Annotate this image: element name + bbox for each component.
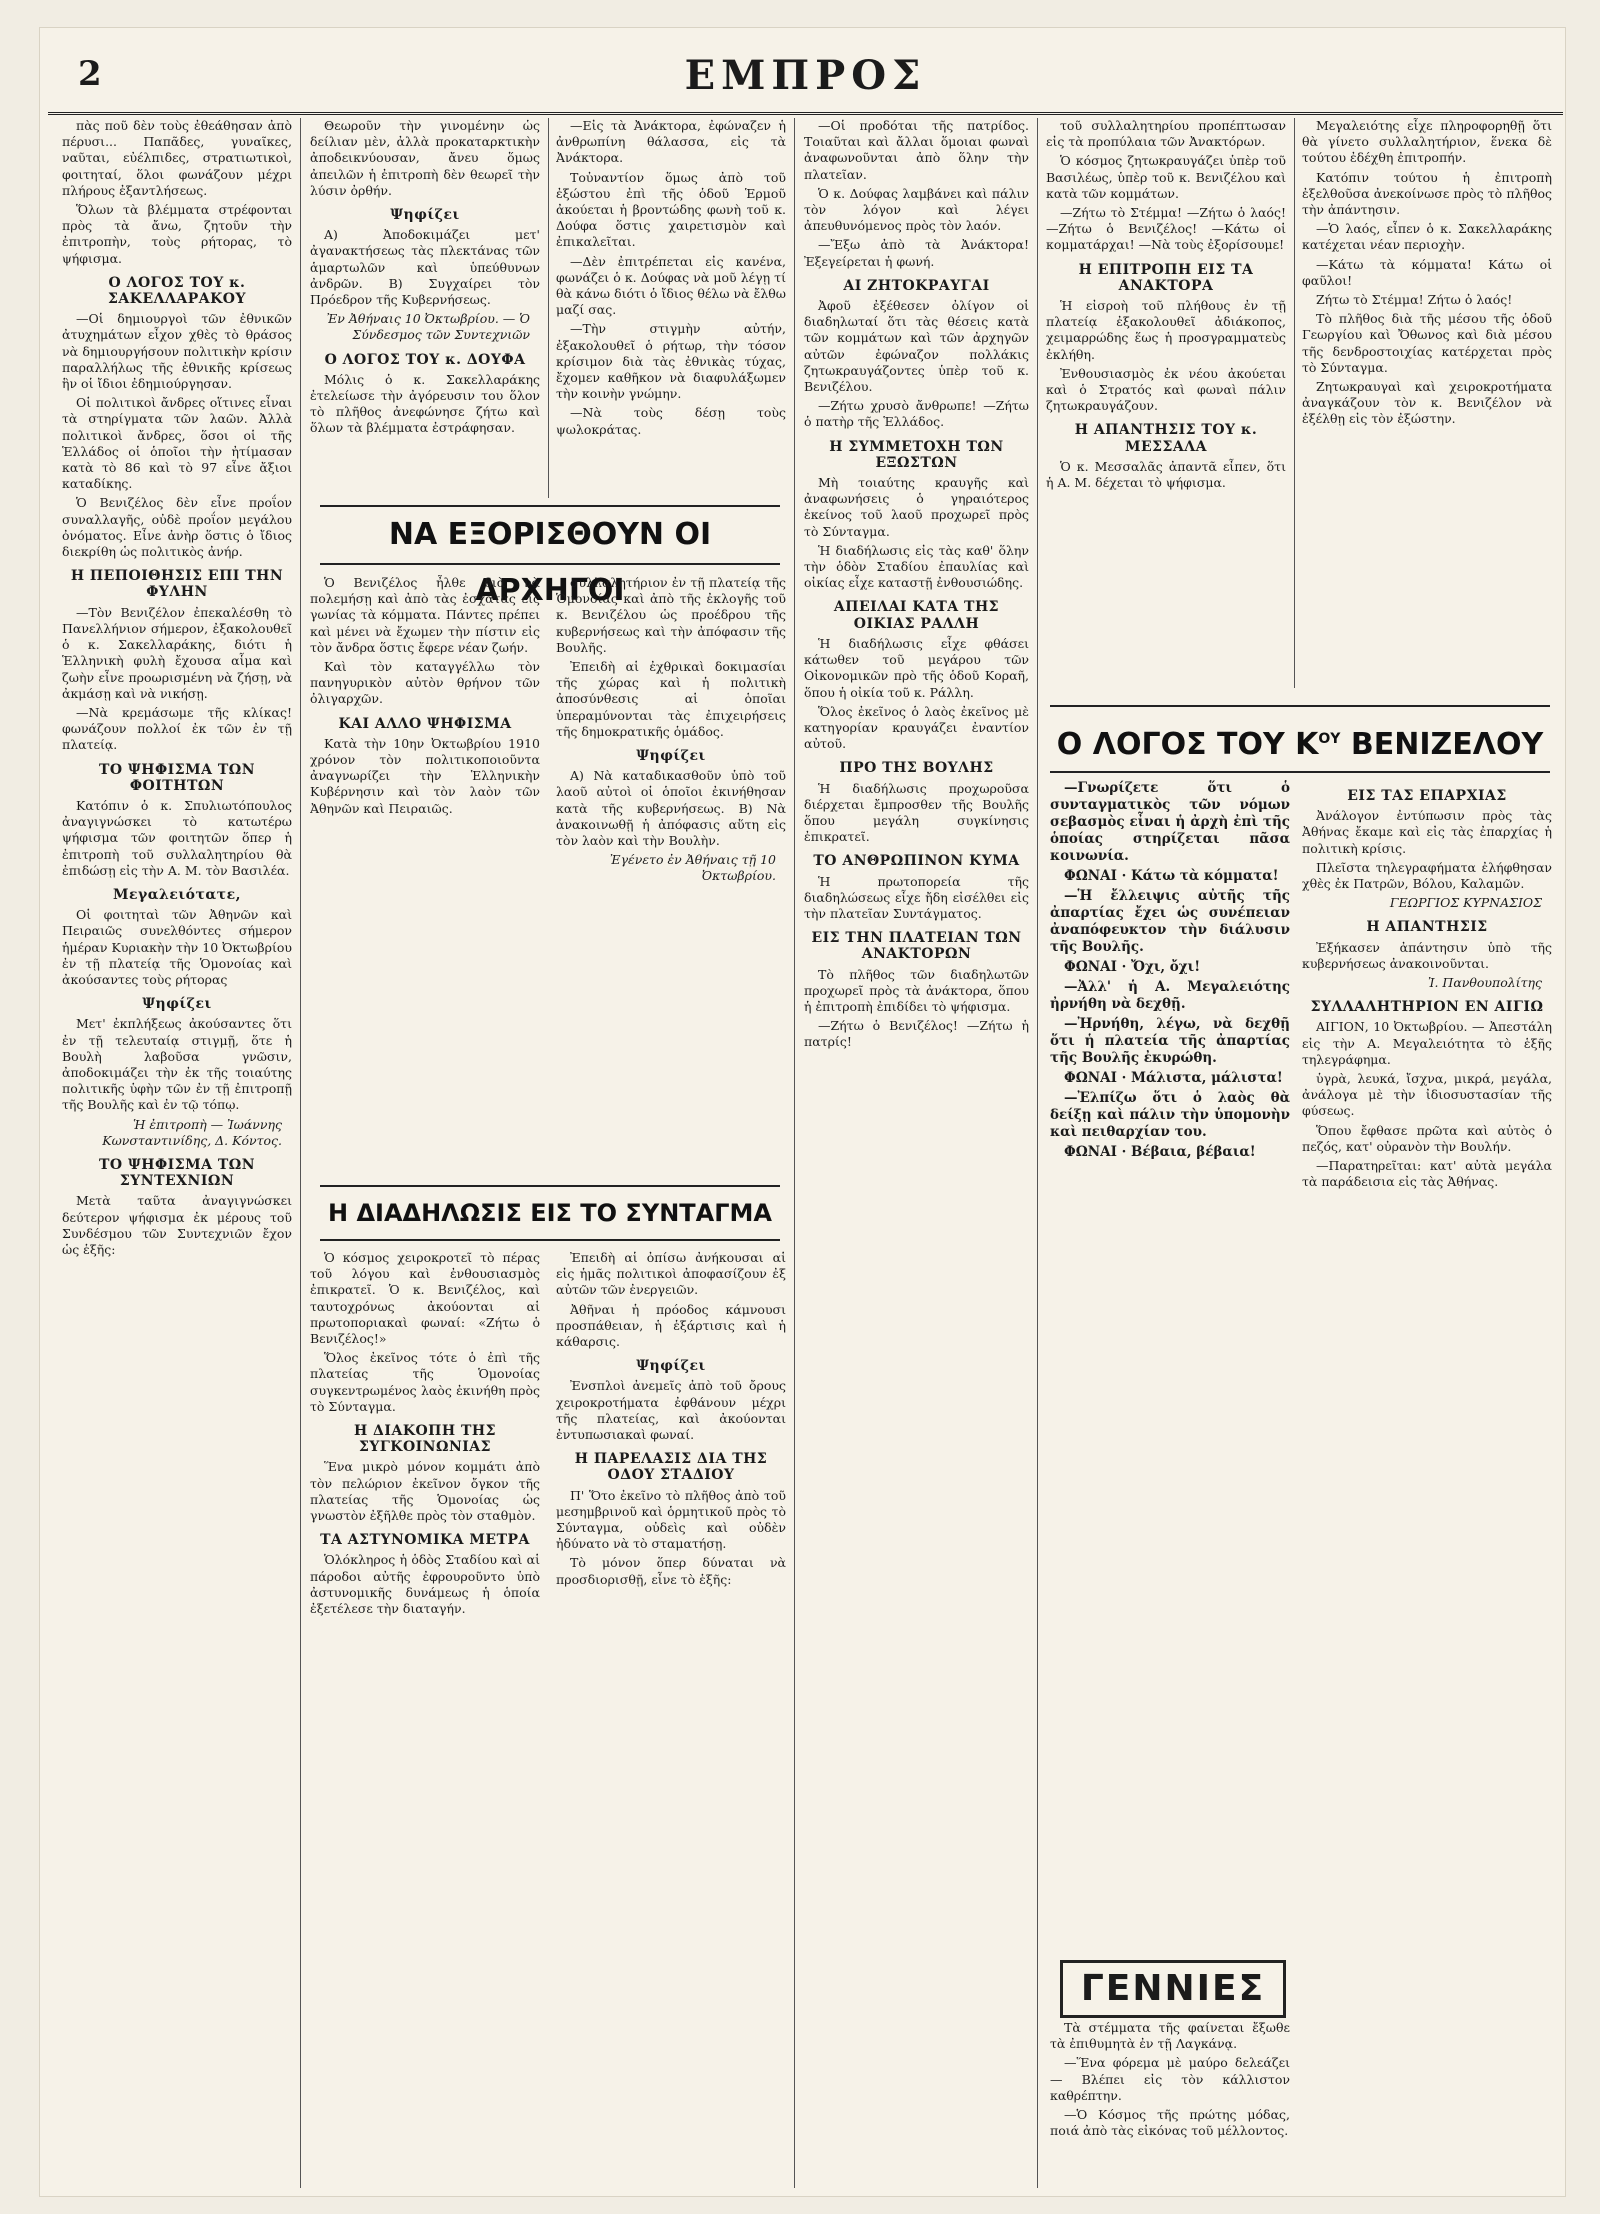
paragraph: ΦΩΝΑΙ · Ὄχι, ὄχι! [1064, 959, 1201, 975]
paragraph: ΦΩΝΑΙ · Βέβαια, βέβαια! [1064, 1144, 1256, 1160]
paragraph: —Ἀλλ' ἡ Α. Μεγαλειότης ἠρνήθη νὰ δεχθῇ. [1050, 979, 1290, 1012]
signature: ΓΕΩΡΓΙΟΣ ΚΥΡΝΑΣΙΟΣ [1389, 895, 1542, 911]
paragraph: Ὁλόκληρος ἡ ὁδὸς Σταδίου καὶ αἱ πάροδοι αὐτῆς ἐφρουροῦντο ὑπὸ ἀστυνομικῆς δυνάμεως ἡ ὁποία ἐξετέλεσε τὴν διαταγήν. [310, 1552, 540, 1617]
masthead [48, 46, 1563, 115]
section-heading: Η ΠΑΡΕΛΑΣΙΣ ΔΙΑ ΤΗΣ ΟΔΟΥ ΣΤΑΔΙΟΥ [574, 1451, 768, 1484]
headline-superscript: ΟΥ [1318, 731, 1341, 747]
section-heading: Η ΕΠΙΤΡΟΠΗ ΕΙΣ ΤΑ ΑΝΑΚΤΟΡΑ [1078, 261, 1254, 294]
paragraph: —Τὴν στιγμὴν αὐτήν, ἐξακολουθεῖ ὁ ρήτωρ, τὴν τόσον κρίσιμον διὰ τὰς ἐθνικὰς τύχας, ἔχομεν καθῆκον νὰ διαφυλάξωμεν τὴν κοινὴν γνώμην. [556, 321, 786, 402]
paragraph: —Οἱ προδόται τῆς πατρίδος. Τοιαῦται καὶ ἄλλαι ὅμοιαι φωναὶ ἀναφωνοῦνται ἀπὸ ὅλην τὴν πλατεῖαν. [804, 118, 1029, 182]
paragraph: —Ὁ λαός, εἶπεν ὁ κ. Σακελλαράκης κατέχεται νέαν περιοχὴν. [1302, 221, 1552, 253]
column-4 [804, 118, 1029, 2188]
paragraph: Τὸ πλῆθος διὰ τῆς μέσου τῆς ὁδοῦ Γεωργίου καὶ Ὄθωνος καὶ διὰ μέσου τῆς δενδροστοιχίας κατέρχεται πρὸς τὸ Σύνταγμα. [1302, 311, 1552, 375]
paragraph: —Ἔξω ἀπὸ τὰ Ἀνάκτορα! Ἐξεγείρεται ἡ φωνή. [804, 237, 1029, 269]
column-2-mid [310, 575, 540, 1175]
paragraph: Μετ' ἐκπλήξεως ἀκούσαντες ὅτι ἐν τῇ τελευταίᾳ στιγμῇ, ὅτε ἡ Βουλὴ λαβοῦσα γνῶσιν, ἀποδοκιμάζει τὴν ἐκ τῆς τοιαύτης πολιτικῆς ὑφὴν τῶν ἐν τῇ ἐπιτροπῇ τῆς Βουλῆς καὶ ἐν τῷ τόπῳ. [62, 1016, 292, 1113]
gennies-heading: ΓΕΝΝΙΕΣ [1060, 1960, 1286, 2018]
column-3-top [556, 118, 786, 498]
paragraph: Ὁ κόσμος χειροκροτεῖ τὸ πέρας τοῦ λόγου καὶ ἐνθουσιασμὸς ἐπικρατεῖ. Ὁ κ. Βενιζέλος, καὶ ταυτοχρόνως ἀκούονται αἱ πρωτοποριακαὶ φωναί: «Ζήτω ὁ Βενιζέλος!» [310, 1250, 540, 1347]
headline-venizelos-speech-tail: ΒΕΝΙΖΕΛΟΥ [1340, 727, 1544, 762]
paragraph: —Δὲν ἐπιτρέπεται εἰς κανένα, φωνάζει ὁ κ. Δούφας νὰ μοῦ λέγῃ τί θὰ κάνω διότι ὁ ἴδιος θέλω νὰ ἔλθω μαζί σας. [556, 253, 786, 318]
section-heading: Η ΑΠΑΝΤΗΣΙΣ [1366, 919, 1488, 936]
section-heading: Η ΔΙΑΚΟΠΗ ΤΗΣ ΣΥΓΚΟΙΝΩΝΙΑΣ [353, 1423, 497, 1456]
paragraph: Ὁ Βενιζέλος δὲν εἶνε προΐον συναλλαγῆς, οὐδὲ προΐον μεγάλου ὀνόματος. Εἶνε ἀνὴρ ὅστις ὁ ἴδιος διεκρίθη ὡς πολιτικὸς ἀνήρ. [62, 495, 292, 560]
paragraph: —Νὰ τοὺς δέσῃ τοὺς ψωλοκράτας. [556, 405, 786, 437]
signature: Ἰ. Πανθουπολίτης [1427, 975, 1542, 991]
paragraph: Οἱ φοιτηταὶ τῶν Ἀθηνῶν καὶ Πειραιῶς συνελθόντες σήμερον ἡμέραν Κυριακὴν τὴν 10 Ὀκτωβρίου ἐν τῇ πλατείᾳ τῆς Ὁμονοίας καὶ ἀκούσαντες τοὺς ρήτορας [62, 907, 292, 987]
section-heading: ΤΟ ΨΗΦΙΣΜΑ ΤΩΝ ΦΟΙΤΗΤΩΝ [98, 761, 256, 794]
column-3-bottom [556, 1250, 786, 2185]
paragraph: Ἡ διαδήλωσις εἶχε φθάσει κάτωθεν τοῦ μεγάρου τῶν Οἰκονομικῶν πρὸ τῆς ὁδοῦ Κοραῆ, ὅπου ἡ οἰκία τοῦ κ. Ράλλη. [804, 635, 1029, 700]
paragraph: —Οἱ δημιουργοὶ τῶν ἐθνικῶν ἀτυχημάτων εἶχον χθὲς τὸ θράσος νὰ δημιουργήσουν πολιτικὴν κρίσιν παραλλήλως τῆς ἐθνικῆς κρίσεως ἣν οἱ ἴδιοι ἐδημιούργησαν. [62, 311, 292, 392]
section-heading: Ο ΛΟΓΟΣ ΤΟΥ κ. ΣΑΚΕΛΛΑΡΑΚΟΥ [108, 274, 246, 308]
paragraph: —Ζήτω χρυσὸ ἄνθρωπε! —Ζήτω ὁ πατὴρ τῆς Ἑλλάδος. [804, 398, 1029, 430]
headline-venizelos-speech-part: Ο ΛΟΓΟΣ ΤΟΥ Κ [1056, 727, 1319, 762]
subheading: Μεγαλειότατε, [113, 886, 241, 903]
paragraph: συλλαλητήριον ἐν τῇ πλατείᾳ τῆς Ὁμονοίας καὶ ἀπὸ τῆς ἐκλογῆς τοῦ κ. Βενιζέλου ὡς προέδρου τῆς κυβερνήσεως καὶ τὴν ἀπόφασιν τῆς Βουλῆς. [556, 575, 786, 655]
paragraph: Ἀθῆναι ἡ πρόοδος κάμνουσι προσπάθειαν, ἡ ἑξάρτισις καὶ ἡ κάθαρσις. [556, 1301, 786, 1350]
column-2-bottom [310, 1250, 540, 2185]
section-heading: ΤΟ ΨΗΦΙΣΜΑ ΤΩΝ ΣΥΝΤΕΧΝΙΩΝ [98, 1156, 256, 1190]
paragraph: Καὶ τὸν καταγγέλλω τὸν πανηγυρικὸν αὐτὸν θρήνον τῶν ὀλιγαρχῶν. [310, 659, 540, 707]
paragraph: Τοὐναντίον ὅμως ἀπὸ τοῦ ἐξώστου ἐπὶ τῆς ὁδοῦ Ἑρμοῦ ἀκούεται ἡ βροντώδης φωνὴ τοῦ κ. Δούφα ὅστις χαιρετισμὸν καὶ ἐπικαλεῖται. [556, 169, 786, 250]
paragraph: Μεγαλειότης εἶχε πληροφορηθῇ ὅτι θὰ γίνετο συλλαλητήριον, ἕνεκα δὲ τούτου ἐδέχθη ἐπιτροπήν. [1302, 118, 1552, 166]
paragraph: Ἐνσπλοὶ ἀνεμεῖς ἀπὸ τοῦ ὄρους χειροκροτήματα ἐφθάνουν μέχρι τῆς πλατείας, καὶ ἀκούονται ἐντυπωσιακαὶ φωναί. [556, 1378, 786, 1443]
paragraph: Κατόπιν τούτου ἡ ἐπιτροπὴ ἐξελθοῦσα ἀνεκοίνωσε πρὸς τὸ πλῆθος τὴν ἀπάντησιν. [1302, 169, 1552, 218]
paragraph: Μετὰ ταῦτα ἀναγιγνώσκει δεύτερον ψήφισμα ἐκ μέρους τοῦ Συνδέσμου τῶν Συντεχνιῶν ἔχον ὡς ἑξῆς: [62, 1193, 292, 1257]
section-heading: Η ΠΕΠΟΙΘΗΣΙΣ ΕΠΙ ΤΗΝ ΦΥΛΗΝ [70, 568, 284, 601]
column-6-lower [1302, 780, 1552, 2180]
newspaper-title: ΕΜΠΡΟΣ [684, 52, 927, 99]
paragraph: Πλεῖστα τηλεγραφήματα ἐλήφθησαν χθὲς ἐκ Πατρῶν, Βόλου, Καλαμῶν. [1302, 859, 1552, 892]
section-heading: ΤΟ ΑΝΘΡΩΠΙΝΟΝ ΚΥΜΑ [813, 853, 1020, 870]
paragraph: ὑγρὰ, λευκά, ἴσχνα, μικρά, μεγάλα, ἀνάλογα μὲ τὴν ἰδιοσυστασίαν τῆς φύσεως. [1302, 1071, 1552, 1119]
paragraph: —Κάτω τὰ κόμματα! Κάτω οἱ φαῦλοι! [1302, 256, 1552, 288]
paragraph: Τὰ στέμματα τῆς φαίνεται ἔξωθε τὰ ἐπιθυμητὰ ἐν τῇ Λαγκάνᾳ. [1050, 2020, 1290, 2052]
paragraph: Τὸ μόνον ὅπερ δύναται νὰ προσδιορισθῇ, εἶνε τὸ ἑξῆς: [556, 1555, 786, 1587]
paragraph: Ἐνθουσιασμὸς ἐκ νέου ἀκούεται καὶ ὁ Στρατός καὶ φωναὶ πάλιν ζητωκραυγάζουν. [1046, 365, 1286, 414]
paragraph: —Νὰ κρεμάσωμε τῆς κλίκας! φωνάζουν πολλοί ἐκ τῶν ἐν τῇ πλατείᾳ. [62, 704, 292, 753]
paragraph: Κατὰ τὴν 10ην Ὀκτωβρίου 1910 χρόνον τὸν πολιτικοποιοῦντα ἀναγνωρίζει τὴν Ἑλληνικὴν Κυβέρνησιν καὶ τὸν λαὸν τῶν Ἀθηνῶν καὶ Πειραιῶς. [310, 735, 540, 816]
section-heading: Ο ΛΟΓΟΣ ΤΟΥ κ. ΔΟΥΦΑ [324, 351, 526, 368]
paragraph: Ἡ διαδήλωσις προχωροῦσα διέρχεται ἔμπροσθεν τῆς Βουλῆς ὅπου μεγάλη συγκίνησις ἐπικρατεῖ. [804, 780, 1029, 845]
column-rule [548, 118, 549, 498]
paragraph: —Ἡ ἔλλειψις αὐτῆς τῆς ἀπαρτίας ἔχει ὡς συνέπειαν ἀναπόφευκτον τὴν διάλυσιν τῆς Βουλῆς. [1050, 888, 1290, 955]
paragraph: Μόλις ὁ κ. Σακελλαράκης ἐτελείωσε τὴν ἀγόρευσιν του ὅλον τὸ πλῆθος ἀνεφώνησε ζήτω καὶ ὅλων τὰ βλέμματα ἐστράφησαν. [310, 371, 540, 436]
section-heading: ΚΑΙ ΑΛΛΟ ΨΗΦΙΣΜΑ [338, 715, 512, 732]
subheading: Ψηφίζει [390, 207, 460, 224]
paragraph: Ἐπειδὴ αἱ ὀπίσω ἀνήκουσαι αἱ εἰς ἡμᾶς πολιτικοὶ ἀποφασίζουν ἐξ αὐτῶν τῶν ἐνεργειῶν. [556, 1250, 786, 1298]
headline-venizelos-speech [1050, 705, 1550, 773]
paragraph: Ὅλων τὰ βλέμματα στρέφονται πρὸς τὰ ἄνω, ζητοῦν τὴν ἐπιτροπὴν, τοὺς ρήτορας, τὸ ψήφισμα. [62, 202, 292, 266]
paragraph: Α) Ἀποδοκιμάζει μετ' ἀγανακτήσεως τὰς πλεκτάνας τῶν ἁμαρτωλῶν καὶ ὑπεύθυνων ἀνδρῶν. Β) Συγχαίρει τὸν Πρόεδρον τῆς Κυβερνήσεως. [310, 227, 540, 308]
column-5-top [1046, 118, 1286, 688]
paragraph: Ζήτω τὸ Στέμμα! Ζήτω ὁ λαός! [1316, 292, 1513, 308]
column-1 [62, 118, 292, 2188]
paragraph: Ὅπου ἔφθασε πρῶτα καὶ αὐτὸς ὁ πεζός, κατ' οὐρανὸν τὴν Βουλήν. [1302, 1122, 1552, 1154]
section-heading: ΑΙ ΖΗΤΟΚΡΑΥΓΑΙ [843, 277, 990, 294]
paragraph: Ἡ διαδήλωσις εἰς τὰς καθ' ὅλην τὴν ὁδὸν Σταδίου ἐπαυλίας καὶ οἰκίας εἶχε καταστῇ ἐνθουσιώδης. [804, 542, 1029, 591]
signature: Ἐν Ἀθήναις 10 Ὀκτωβρίου. — Ὁ Σύνδεσμος τῶν Συντεχνιῶν [326, 311, 530, 343]
paragraph: Θεωροῦν τὴν γινομένην ὡς δείλιαν μὲν, ἀλλὰ προκαταρκτικὴν ἀποδεικνύουσαν, ἄνευ ὅμως ἀπειλῶν ἡ ἐπιτροπὴ δὲν θεωρεῖ τὴν λύσιν ὀρθήν. [310, 118, 540, 198]
paragraph: Ὁ κ. Μεσσαλᾶς ἀπαντᾶ εἶπεν, ὅτι ἡ Α. Μ. δέχεται τὸ ψήφισμα. [1046, 458, 1286, 491]
paragraph: —Εἰς τὰ Ἀνάκτορα, ἐφώναζεν ἡ ἀνθρωπίνη θάλασσα, εἰς τὰ Ἀνάκτορα. [556, 118, 786, 166]
gennies-column [1050, 2020, 1290, 2185]
subheading: Ψηφίζει [636, 1358, 706, 1375]
subheading: Ψηφίζει [142, 996, 212, 1013]
section-heading: Η ΑΠΑΝΤΗΣΙΣ ΤΟΥ κ. ΜΕΣΣΑΛΑ [1074, 422, 1258, 455]
paragraph: —Γνωρίζετε ὅτι ὁ συνταγματικὸς τῶν νόμων σεβασμὸς εἶναι ἡ ἀρχὴ ἐπὶ τῆς ὁποίας στηρίζεται πᾶσα κοινωνία. [1050, 780, 1290, 864]
paragraph: Ἕνα μικρὸ μόνον κομμάτι ἀπὸ τὸν πελώριον ἐκεῖνον ὄγκον τῆς πλατείας τῆς Ὁμονοίας ὡς γνωστὸν ἐξῆλθε πρὸς τὸν σταθμὸν. [310, 1459, 540, 1524]
paragraph: ΑΙΓΙΟΝ, 10 Ὀκτωβρίου. — Ἀπεστάλη εἰς τὴν Α. Μεγαλειότητα τὸ ἑξῆς τηλεγράφημα. [1302, 1019, 1552, 1067]
section-heading: Η ΣΥΜΜΕΤΟΧΗ ΤΩΝ ΕΞΩΣΤΩΝ [829, 438, 1004, 471]
paragraph: Ὅλος ἐκεῖνος ὁ λαὸς ἐκεῖνος μὲ κατηγορίαν κραυγάζει ἐναντίον αὐτοῦ. [804, 703, 1029, 752]
paragraph: Π' Ὅτο ἐκεῖνο τὸ πλῆθος ἀπὸ τοῦ μεσημβρινοῦ καὶ ὁρμητικοῦ πρὸς τὸ Σύνταγμα, οὐδεὶς καὶ οὐδὲν ἠδύνατο νὰ τὸ σταματήσῃ. [556, 1487, 786, 1552]
paragraph: Μὴ τοιαύτης κραυγῆς καὶ ἀναφωνήσεις ὁ γηραιότερος ἐκείνος τοῦ λαοῦ προχωρεῖ πρὸς τὸ Σύνταγμα. [804, 475, 1029, 539]
paragraph: πὰς ποῦ δὲν τοὺς ἐθεάθησαν ἀπὸ πέρυσι... Παπᾶδες, γυναῖκες, ναῦται, εὐέλπιδες, στρατιωτικοὶ, φοιτηταί, ὅλοι φωνάζουν μέχρι πλήρους ἐξαντλήσεως. [62, 118, 292, 198]
paragraph: Οἱ πολιτικοὶ ἄνδρες οἵτινες εἶναι τὰ στηρίγματα τῶν λαῶν. Ἀλλὰ πολιτικοὶ ἄνδρες, ὅσοι οἱ τῆς Ἑλλάδος οἱ ὁποῖοι τὴν ἠτίμασαν κατὰ τὸ 86 καὶ τὸ 97 εἶνε ἄξιοι καταδίκης. [62, 395, 292, 492]
column-2-top [310, 118, 540, 498]
paragraph: Ζητωκραυγαὶ καὶ χειροκροτήματα ἀναγκάζουν τὸν κ. Βενιζέλον νὰ ἐξέλθῃ εἰς τὸν ἐξώστην. [1302, 379, 1552, 427]
paragraph: —Ζήτω τὸ Στέμμα! —Ζήτω ὁ λαός! —Ζήτω ὁ Βενιζέλος! —Κάτω οἱ κομματάρχαι! —Νὰ τοὺς ἐξορίσουμε! [1046, 205, 1286, 253]
paragraph: Ἡ πρωτοπορεία τῆς διαδηλώσεως εἶχε ἤδη εἰσέλθει εἰς τὴν πλατεῖαν Συντάγματος. [804, 873, 1029, 921]
paragraph: Ὁ Βενιζέλος ἦλθε διὰ νὰ πολεμήσῃ καὶ ἀπὸ τὰς ἐσχάτας εἰς γωνίας τὰ κόμματα. Πάντες πρέπει καὶ μένει νὰ ἔχωμεν τὴν πίστιν εἰς τὸν ἄνδρα ὅστις ἔφερε νέαν ζωήν. [310, 575, 540, 655]
column-3-mid [556, 575, 786, 1175]
paragraph: Ἡ εἰσροὴ τοῦ πλήθους ἐν τῇ πλατείᾳ ἐξακολουθεῖ ἀδιάκοπος, χειμαρρώδης ἕως ἡ προσγραμματεὺς ἐκλήθη. [1046, 298, 1286, 362]
section-heading: ΠΡΟ ΤΗΣ ΒΟΥΛΗΣ [839, 760, 994, 777]
section-heading: ΤΑ ΑΣΤΥΝΟΜΙΚΑ ΜΕΤΡΑ [320, 1532, 530, 1549]
column-rule [1294, 118, 1295, 688]
subheading: Ψηφίζει [636, 748, 706, 765]
section-heading: ΕΙΣ ΤΗΝ ΠΛΑΤΕΙΑΝ ΤΩΝ ΑΝΑΚΤΟΡΩΝ [811, 930, 1022, 963]
paragraph: Κατόπιν ὁ κ. Σπυλιωτόπουλος ἀναγιγνώσκει τὸ κατωτέρω ψήφισμα τῶν φοιτητῶν ὅπερ ἡ ἐπιτροπὴ τοῦ συλλαλητηρίου θὰ ἐπιδώσῃ εἰς τὴν Α. Μ. τὸν Βασιλέα. [62, 797, 292, 878]
paragraph: Τὸ πλῆθος τῶν διαδηλωτῶν προχωρεῖ πρὸς τὰ ἀνάκτορα, ὅπου ἡ ἐπιτροπὴ ἐπιδίδει τὸ ψήφισμα. [804, 966, 1029, 1014]
column-rule [300, 118, 301, 2188]
paragraph: Ὁ κόσμος ζητωκραυγάζει ὑπὲρ τοῦ Βασιλέως, ὑπὲρ τοῦ κ. Βενιζέλου καὶ κατὰ τῶν κομμάτων. [1046, 153, 1286, 201]
paragraph: —Ζήτω ὁ Βενιζέλος! —Ζήτω ἡ πατρίς! [804, 1018, 1029, 1050]
headline-demonstration-syntagma: Η ΔΙΑΔΗΛΩΣΙΣ ΕΙΣ ΤΟ ΣΥΝΤΑΓΜΑ [320, 1185, 780, 1241]
paragraph: —Ἠρνήθη, λέγω, νὰ δεχθῇ ὅτι ἡ πλατεία τῆς ἀπαρτίας τῆς Βουλῆς ἐκυρώθη. [1050, 1016, 1290, 1066]
section-heading: ΣΥΛΛΑΛΗΤΗΡΙΟΝ ΕΝ ΑΙΓΙΩ [1310, 999, 1544, 1016]
paragraph: Ἀνάλογον ἐντύπωσιν πρὸς τὰς Ἀθήνας ἔκαμε καὶ εἰς τὰς ἐπαρχίας ἡ πολιτικὴ κρίσις. [1302, 808, 1552, 856]
paragraph: Ὅλος ἐκεῖνος τότε ὁ ἐπὶ τῆς πλατείας τῆς Ὁμονοίας συγκεντρωμένος λαὸς ἐκινήθη πρὸς τὸ Σύνταγμα. [310, 1350, 540, 1414]
column-rule [1037, 118, 1038, 2188]
column-rule [794, 118, 795, 2188]
paragraph: Ἐπειδὴ αἱ ἐχθρικαὶ δοκιμασίαι τῆς χώρας καὶ ἡ πολιτικὴ ἀποσύνθεσις αἱ ὁποῖαι ὑπεραμύνονται τὰς ἐπιχειρήσεις τῆς δημοκρατικῆς ὁμάδος. [556, 659, 786, 739]
paragraph: —Τὸν Βενιζέλον ἐπεκαλέσθη τὸ Πανελλήνιον σήμερον, ἐξακολουθεῖ ὁ κ. Σακελλαράκης, διότι ἡ Ἑλληνικὴ φυλὴ ἔχουσα αἷμα καὶ ζωὴν εἶνε προωρισμένη νὰ ζήσῃ, νὰ ἀκμάσῃ καὶ νὰ νικήσῃ. [62, 604, 292, 701]
paragraph: ΦΩΝΑΙ · Κάτω τὰ κόμματα! [1064, 868, 1279, 884]
paragraph: Ἀφοῦ ἐξέθεσεν ὀλίγον οἱ διαδηλωταί ὅτι τὰς θέσεις κατὰ τῶν κομμάτων καὶ τῶν ἀρχηγῶν αὐτῶν ἐφώναζον πολλάκις ζητωκραυγάζοντες ὑπὲρ τοῦ κ. Βενιζέλου. [804, 298, 1029, 395]
headline-exile-leaders: ΝΑ ΕΞΟΡΙΣΘΟΥΝ ΟΙ ΑΡΧΗΓΟΙ [320, 505, 780, 565]
paragraph: τοῦ συλλαλητηρίου προπέπτωσαν εἰς τὰ προπύλαια τῶν Ἀνακτόρων. [1046, 118, 1286, 150]
paragraph: —Ἕνα φόρεμα μὲ μαύρο δελεάζει — Βλέπει εἰς τὸν κάλλιστον καθρέπτην. [1050, 2055, 1290, 2103]
paragraph: Ὁ κ. Δούφας λαμβάνει καὶ πάλιν τὸν λόγον καὶ λέγει ἀπευθυνόμενος πρὸς τὸν λαόν. [804, 185, 1029, 234]
paragraph: —Ὁ Κόσμος τῆς πρώτης μόδας, ποιά ἀπὸ τὰς εἰκόνας τοῦ μέλλοντος. [1050, 2107, 1290, 2139]
section-heading: ΕΙΣ ΤΑΣ ΕΠΑΡΧΙΑΣ [1347, 788, 1507, 804]
paragraph: Α) Νὰ καταδικασθοῦν ὑπὸ τοῦ λαοῦ αὐτοὶ οἱ ὁποῖοι ἐκινήθησαν κατὰ τῆς κυβερνήσεως. Β) Νὰ ἀνακοινωθῇ ἡ ἀπόφασις αὕτη εἰς τὸν λαὸν καὶ τὴν Βουλὴν. [556, 768, 786, 849]
section-heading: ΑΠΕΙΛΑΙ ΚΑΤΑ ΤΗΣ ΟΙΚΙΑΣ ΡΑΛΛΗ [833, 599, 1000, 632]
signature: Ἡ ἐπιτροπὴ — Ἰωάννης Κωνσταντινίδης, Δ. Κόντος. [102, 1116, 282, 1148]
paragraph: —Παρατηρεῖται: κατ' αὐτὰ μεγάλα τὰ παράδεισια εἰς τὰς Ἀθήνας. [1302, 1158, 1552, 1190]
venizelos-speech-left [1050, 780, 1290, 1480]
page-number: 2 [78, 54, 102, 94]
signature: Ἐγένετο ἐν Ἀθήναις τῇ 10 Ὀκτωβρίου. [609, 852, 776, 884]
paragraph: ΦΩΝΑΙ · Μάλιστα, μάλιστα! [1064, 1070, 1283, 1086]
paragraph: —Ἐλπίζω ὅτι ὁ λαὸς θὰ δείξῃ καὶ πάλιν τὴν ὑπομονὴν καὶ πειθαρχίαν του. [1050, 1090, 1290, 1140]
paragraph: Ἐξήκασεν ἀπάντησιν ὑπὸ τῆς κυβερνήσεως ἀνακοινοῦνται. [1302, 939, 1552, 971]
